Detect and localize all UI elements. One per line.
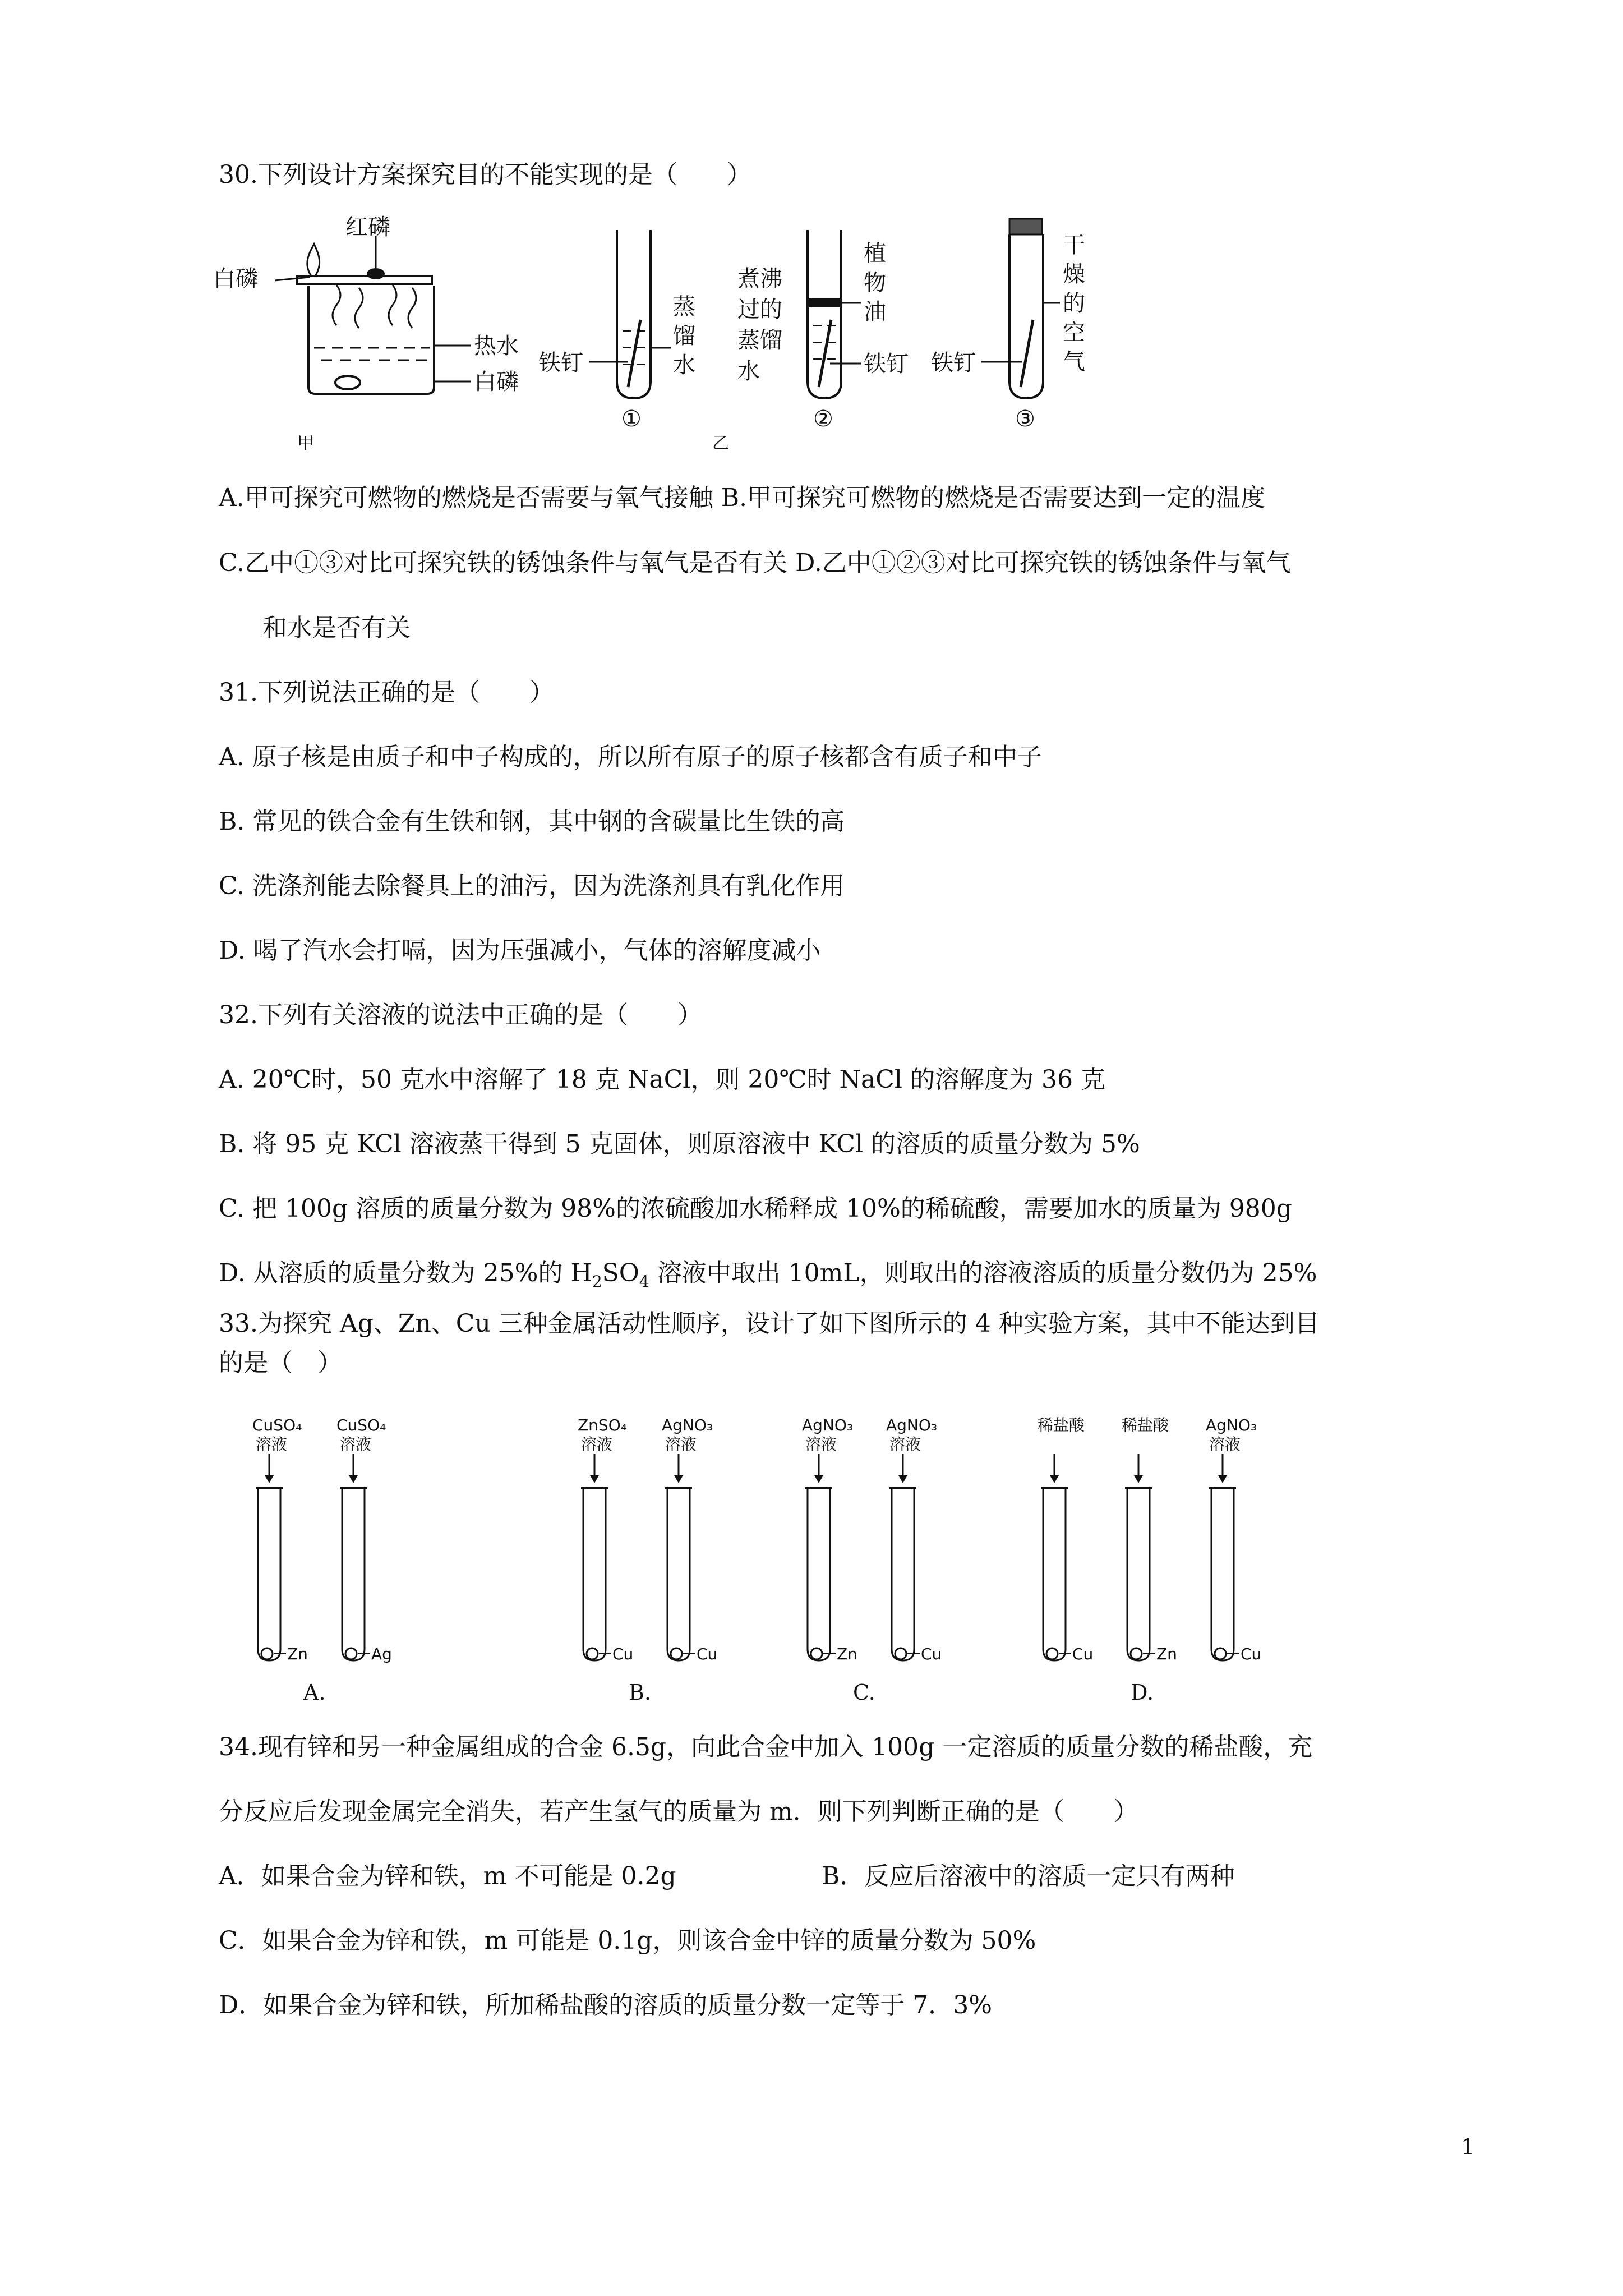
q33-tube (578, 1416, 633, 1663)
metal-label: Cu (921, 1645, 942, 1663)
q34-option-c: C．如果合金为锌和铁，m 可能是 0.1g，则该合金中锌的质量分数为 50% (219, 1926, 1036, 1955)
tube3-label-4: 空 (1063, 320, 1085, 346)
arrow-head-icon (674, 1475, 683, 1483)
reagent-label-2: 溶液 (581, 1435, 613, 1453)
tube3-label-3: 的 (1063, 291, 1085, 316)
reagent-label-2: 溶液 (1209, 1435, 1241, 1453)
metal-label: Cu (697, 1645, 718, 1663)
q34-option-b: B．反应后溶液中的溶质一定只有两种 (822, 1862, 1235, 1890)
figure-yi (538, 213, 1099, 471)
metal-piece (1046, 1648, 1058, 1659)
q33-tube (252, 1416, 308, 1663)
q34-option-a: A．如果合金为锌和铁，m 不可能是 0.2g (219, 1862, 676, 1890)
metal-piece (1215, 1648, 1226, 1659)
tube1-label-1: 蒸 (673, 294, 695, 320)
metal-piece (811, 1648, 822, 1659)
flame-icon (307, 244, 320, 276)
label-white-phosphorus-bottom: 白磷 (474, 369, 519, 395)
test-tube (1043, 1488, 1066, 1660)
nail-1 (628, 320, 640, 387)
reagent-label: ZnSO₄ (578, 1416, 627, 1434)
q30-options-ab: A.甲可探究可燃物的燃烧是否需要与氧气接触 B.甲可探究可燃物的燃烧是否需要达到一定的温度 (219, 484, 1266, 512)
arrow-head-icon (265, 1475, 274, 1483)
arrow-head-icon (814, 1475, 823, 1483)
tube3-label-1: 干 (1063, 232, 1085, 258)
q33-tube (336, 1416, 392, 1663)
q31-stem: 31.下列说法正确的是（ ） (219, 678, 554, 707)
metal-piece (261, 1648, 273, 1659)
tube3-nail-label: 铁钉 (931, 350, 976, 376)
red-phosphorus (367, 268, 385, 279)
reagent-label: CuSO₄ (336, 1416, 386, 1434)
metal-label: Zn (287, 1645, 308, 1663)
tube1-label-3: 水 (673, 352, 695, 378)
q32-option-d: D. 从溶质的质量分数为 25%的 $H_2SO_4$ 溶液中取出 10mL，则取出的溶液溶质的质量分数仍为 25% (219, 1259, 1317, 1291)
q33-figure (224, 1414, 1346, 1705)
test-tube (583, 1488, 606, 1660)
reagent-label: AgNO₃ (662, 1416, 713, 1434)
q33-tube (1122, 1416, 1177, 1663)
arrow-head-icon (1134, 1475, 1143, 1483)
q31-option-b: B. 常见的铁合金有生铁和钢，其中钢的含碳量比生铁的高 (219, 807, 845, 836)
reagent-label: AgNO₃ (1206, 1416, 1257, 1434)
page-number: 1 (1461, 2134, 1475, 2159)
q30-options-cd-2: 和水是否有关 (262, 614, 411, 642)
q33-group-1 (578, 1416, 717, 1705)
reagent-label-2: 溶液 (256, 1435, 288, 1453)
q30-options-cd-1: C.乙中①③对比可探究铁的锈蚀条件与氧气是否有关 D.乙中①②③对比可探究铁的锈蚀条件与氧气 (219, 549, 1291, 577)
q32-stem: 32.下列有关溶液的说法中正确的是（ ） (219, 1001, 702, 1029)
test-tube (808, 1488, 830, 1660)
tube3-label-5: 气 (1063, 349, 1085, 375)
q32-option-a: A. 20℃时，50 克水中溶解了 18 克 NaCl，则 20℃时 NaCl 的溶解度为 36 克 (219, 1065, 1105, 1094)
arrow-head-icon (1050, 1475, 1059, 1483)
reagent-label-2: 溶液 (805, 1435, 837, 1453)
arrow-head-icon (349, 1475, 358, 1483)
q33-tube (886, 1416, 942, 1663)
q33-group-0 (252, 1416, 392, 1705)
metal-label: Cu (612, 1645, 634, 1663)
q30-stem: 30.下列设计方案探究目的不能实现的是（ ） (219, 160, 751, 189)
label-white-phosphorus-left: 白磷 (213, 266, 258, 292)
test-tube (258, 1488, 280, 1660)
q33-caption: A. (303, 1680, 326, 1705)
test-tube (1211, 1488, 1234, 1660)
reagent-label-2: 溶液 (665, 1435, 697, 1453)
metal-label: Ag (371, 1645, 392, 1663)
tube2-left-1: 煮沸 (737, 266, 782, 292)
tube-3 (1009, 234, 1043, 398)
caption-jia: 甲 (297, 434, 314, 453)
q34-stem-2: 分反应后发现金属完全消失，若产生氢气的质量为 m．则下列判断正确的是（ ） (219, 1797, 1138, 1826)
q33-group-2 (802, 1416, 942, 1705)
q34-option-d: D．如果合金为锌和铁，所加稀盐酸的溶质的质量分数一定等于 7．3% (219, 1991, 993, 2019)
tube2-right-1: 植 (864, 241, 886, 266)
copper-plate (297, 276, 432, 284)
q33-tube (1038, 1416, 1093, 1663)
metal-piece (671, 1648, 682, 1659)
arrow-head-icon (898, 1475, 907, 1483)
reagent-label-2: 溶液 (340, 1435, 372, 1453)
q31-option-d: D. 喝了汽水会打嗝，因为压强减小，气体的溶解度减小 (219, 936, 821, 965)
stopper (1009, 219, 1042, 234)
tube2-right-3: 油 (864, 299, 886, 325)
test-tube (667, 1488, 690, 1660)
metal-piece (345, 1648, 357, 1659)
tube3-label-2: 燥 (1063, 261, 1085, 287)
tube2-left-4: 水 (737, 358, 760, 384)
tube1-number: ① (621, 406, 642, 432)
metal-piece (587, 1648, 598, 1659)
tube-1 (617, 230, 651, 398)
tube2-nail-label: 铁钉 (864, 351, 909, 377)
reagent-label: 稀盐酸 (1122, 1416, 1169, 1434)
q31-option-a: A. 原子核是由质子和中子构成的，所以所有原子的原子核都含有质子和中子 (219, 743, 1042, 771)
tube2-right-2: 物 (864, 270, 886, 296)
q31-option-c: C. 洗涤剂能去除餐具上的油污，因为洗涤剂具有乳化作用 (219, 872, 845, 900)
tube1-nail-label: 铁钉 (538, 350, 583, 376)
nail-3 (1021, 320, 1033, 387)
q33-tube (1206, 1416, 1261, 1663)
q33-tube (662, 1416, 717, 1663)
test-tube (1127, 1488, 1150, 1660)
oil-layer (809, 298, 840, 307)
nail-2 (819, 320, 831, 387)
reagent-label: 稀盐酸 (1038, 1416, 1085, 1434)
q33-group-3 (1038, 1416, 1261, 1705)
tube3-number: ③ (1015, 406, 1035, 432)
tube2-left-3: 蒸馏 (737, 328, 782, 353)
reagent-label: AgNO₃ (802, 1416, 854, 1434)
caption-yi: 乙 (712, 434, 729, 453)
metal-piece (1131, 1648, 1142, 1659)
reagent-label-2: 溶液 (889, 1435, 921, 1453)
q33-caption: D. (1131, 1680, 1154, 1705)
tube1-label-2: 馏 (673, 323, 695, 349)
q32-option-b: B. 将 95 克 KCl 溶液蒸干得到 5 克固体，则原溶液中 KCl 的溶质的质量分数为 5% (219, 1130, 1140, 1158)
tube2-left-2: 过的 (737, 297, 782, 323)
metal-label: Cu (1072, 1645, 1094, 1663)
label-hot-water: 热水 (474, 333, 519, 359)
metal-label: Zn (837, 1645, 857, 1663)
q32-option-c: C. 把 100g 溶质的质量分数为 98%的浓硫酸加水稀释成 10%的稀硫酸，需要加水的质量为 980g (219, 1194, 1292, 1223)
metal-piece (895, 1648, 906, 1659)
label-red-phosphorus: 红磷 (345, 214, 390, 240)
q33-tube (802, 1416, 857, 1663)
arrow-head-icon (1218, 1475, 1227, 1483)
test-tube (892, 1488, 914, 1660)
arrow-head-icon (590, 1475, 599, 1483)
water-surface (314, 348, 430, 360)
tube-2 (808, 230, 841, 398)
test-tube (342, 1488, 365, 1660)
q33-caption: C. (853, 1680, 875, 1705)
reagent-label: AgNO₃ (886, 1416, 938, 1434)
metal-label: Cu (1241, 1645, 1262, 1663)
q34-stem-1: 34.现有锌和另一种金属组成的合金 6.5g，向此合金中加入 100g 一定溶质的质量分数的稀盐酸，充 (219, 1733, 1313, 1761)
white-phosphorus-in-water (335, 376, 360, 389)
q33-caption: B. (629, 1680, 652, 1705)
q33-stem-2: 的是（ ） (219, 1349, 342, 1377)
tube2-number: ② (813, 406, 833, 432)
metal-label: Zn (1156, 1645, 1177, 1663)
reagent-label: CuSO₄ (252, 1416, 302, 1434)
q33-stem-1: 33.为探究 Ag、Zn、Cu 三种金属活动性顺序，设计了如下图所示的 4 种实验方案，其中不能达到目 (219, 1309, 1320, 1338)
